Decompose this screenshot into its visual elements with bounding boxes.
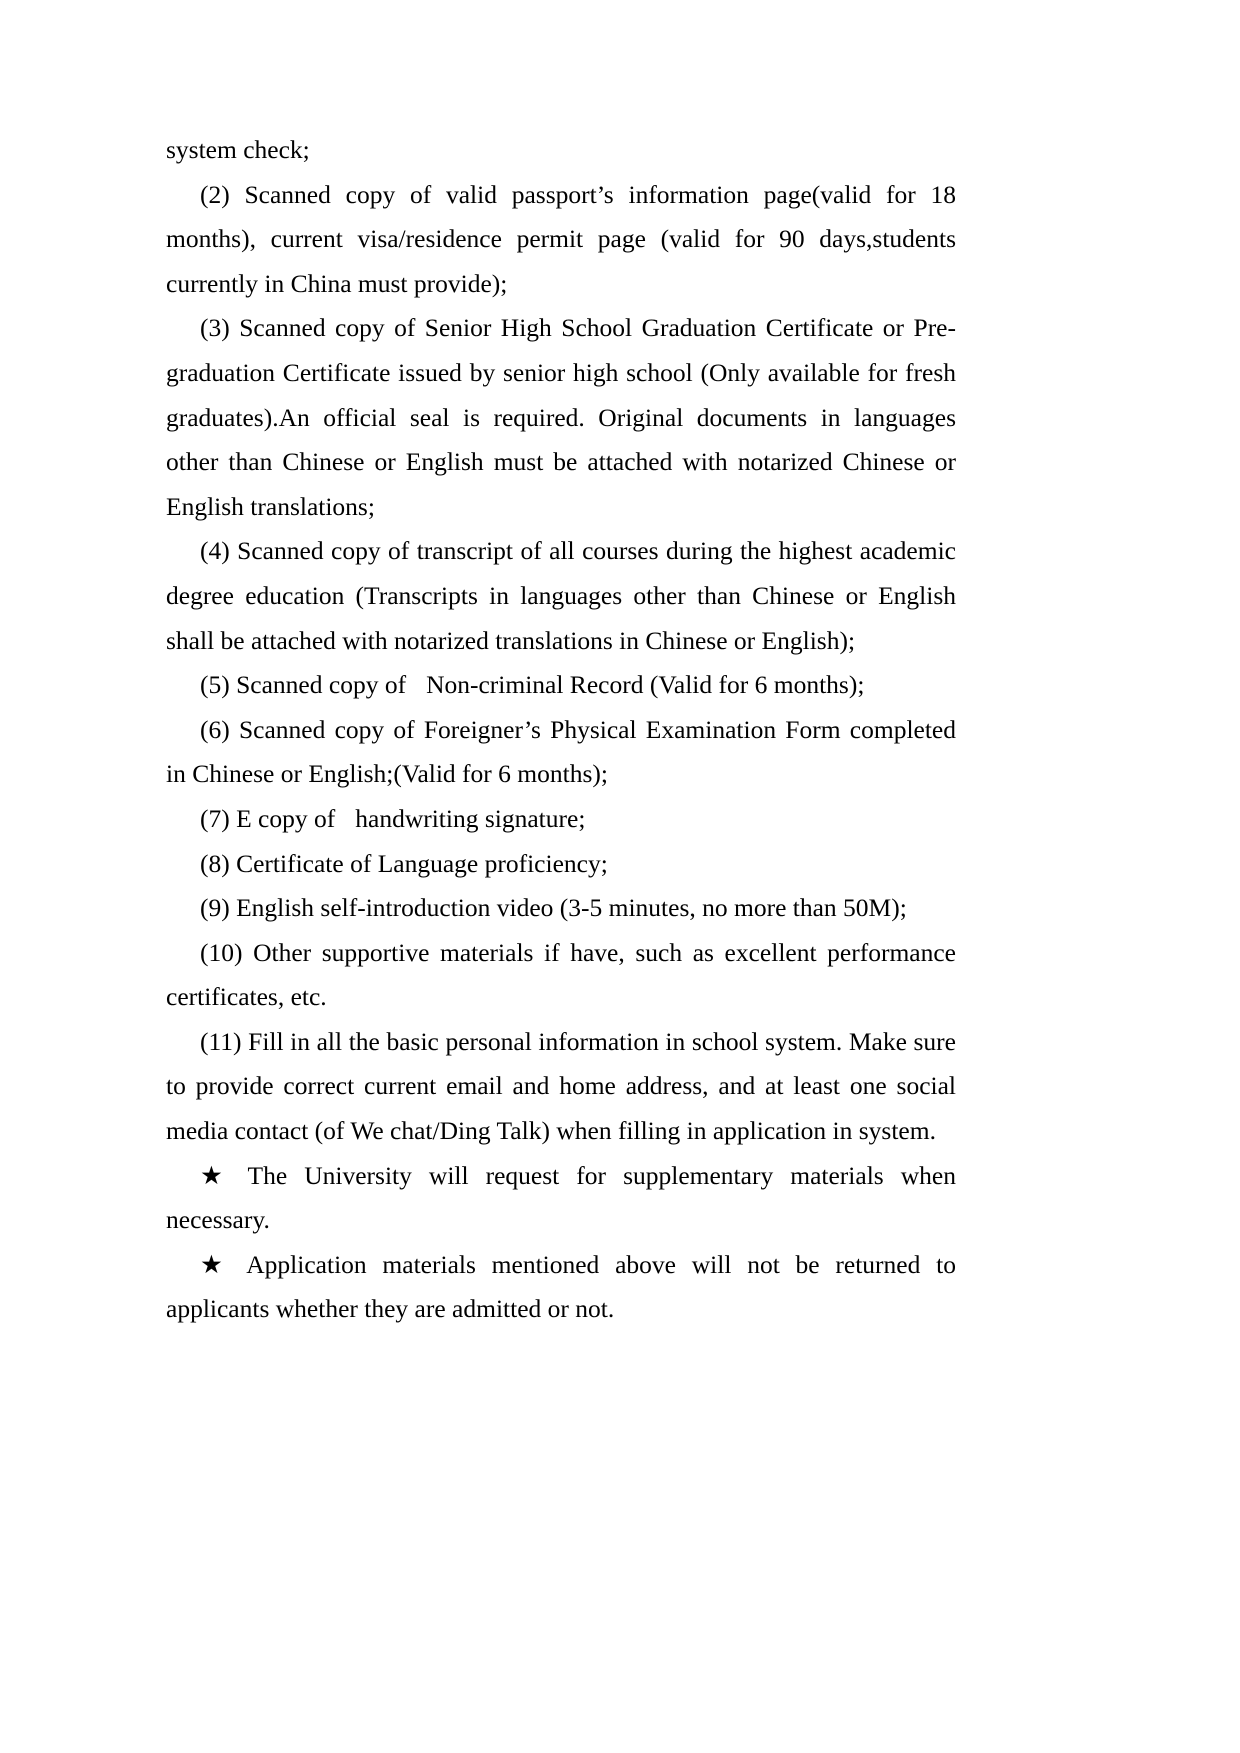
list-item-3: (3) Scanned copy of Senior High School Graduation Certificate or Pre-graduation Certificate issued by senior high school (Only available for fresh graduates).An official seal is required. Original documents in languages other than Chinese or English must be attached with notarized Chinese or English translations; [166,313,956,521]
paragraph-continuation: system check; [166,135,310,164]
list-item-7 [166,797,956,842]
list-item-7-value: handwriting signature; [355,803,586,833]
list-item-6: (6) Scanned copy of Foreigner’s Physical Examination Form completed in Chinese or English;(Valid for 6 months); [166,714,956,789]
list-item-11: (11) Fill in all the basic personal information in school system. Make sure to provide correct current email and home address, and at least one social media contact (of We chat/Ding Talk) when filling in application in system. [166,1026,956,1146]
list-item-4: (4) Scanned copy of transcript of all courses during the highest academic degree education (Transcripts in languages other than Chinese or English shall be attached with notarized translations in Chinese or English); [166,536,956,655]
star-icon: ★ [200,1160,234,1190]
list-item-2: (2) Scanned copy of valid passport’s information page(valid for 18 months), current visa/residence permit page (valid for 90 days,students currently in China must provide); [166,179,956,298]
note-materials-not-returned-text: Application materials mentioned above will not be returned to applicants whether they are admitted or not. [166,1249,956,1324]
list-item-5-value: Non-criminal Record (Valid for 6 months); [426,670,865,700]
list-item-10: (10) Other supportive materials if have, such as excellent performance certificates, etc. [166,937,956,1012]
document-body [166,128,956,1332]
note-materials-not-returned [166,1243,956,1332]
list-item-5-label: (5) Scanned copy of [200,670,407,700]
note-supplementary-materials-text: The University will request for supplementary materials when necessary. [166,1160,956,1235]
list-item-5 [166,663,956,708]
list-item-8: (8) Certificate of Language proficiency; [200,848,608,878]
note-supplementary-materials [166,1154,956,1243]
star-icon: ★ [200,1249,233,1279]
list-item-9: (9) English self-introduction video (3-5 minutes, no more than 50M); [200,893,907,923]
list-item-7-label: (7) E copy of [200,803,336,833]
